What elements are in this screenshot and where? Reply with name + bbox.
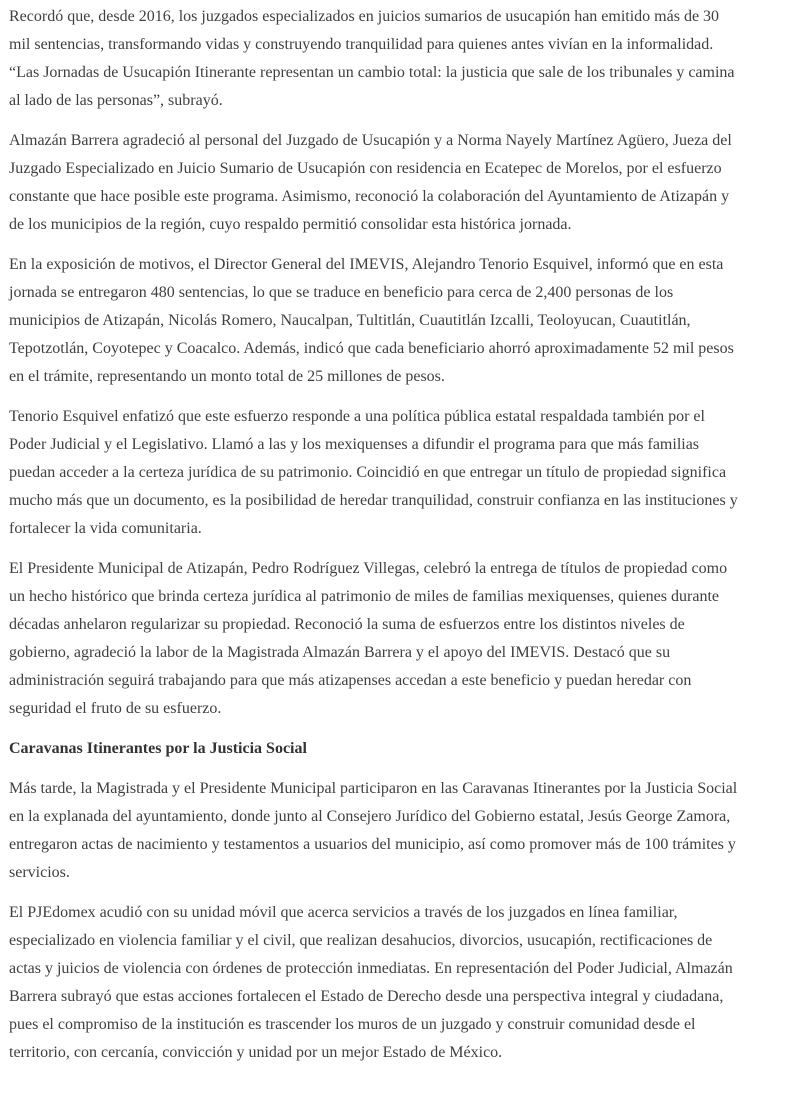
paragraph-exposicion-motivos: En la exposición de motivos, el Director General del IMEVIS, Alejandro Tenorio Esquivel, informó que en esta jornada se entregaron 480 sentencias, lo que se traduce en beneficio para cerca de 2,400 personas de los municipios de Atizapán, Nicolás Romero, Naucalpan, Tultitlán, Cuautitlán Izcalli, Teoloyucan, Cuautitlán, Tepotzotlán, Coyotepec y Coacalco. Además, indicó que cada beneficiario ahorró aproximadamente 52 mil pesos en el trámite, representando un monto total de 25 millones de pesos. [9, 256, 734, 385]
paragraph-pjedomex: El PJEdomex acudió con su unidad móvil que acerca servicios a través de los juzgados en línea familiar, especializado en violencia familiar y el civil, que realizan desahucios, divorcios, usucapión, rectificaciones de actas y juicios de violencia con órdenes de protección inmediatas. En representación del Poder Judicial, Almazán Barrera subrayó que estas acciones fortalecen el Estado de Derecho desde una perspectiva integral y ciudadana, pues el compromiso de la institución es trascender los muros de un juzgado y construir comunidad desde el territorio, con cercanía, convicción y unidad por un mejor Estado de México. [9, 904, 733, 1061]
section-heading-caravanas: Caravanas Itinerantes por la Justicia Social [9, 740, 307, 757]
paragraph-agradecimientos: Almazán Barrera agradeció al personal del Juzgado de Usucapión y a Norma Nayely Martínez Agüero, Jueza del Juzgado Especializado en Juicio Sumario de Usucapión con residencia en Ecatepec de Morelos, por el esfuerzo constante que hace posible este programa. Asimismo, reconoció la colaboración del Ayuntamiento de Atizapán y de los municipios de la región, cuyo respaldo permitió consolidar esta histórica jornada. [9, 132, 732, 233]
paragraph-caravanas: Más tarde, la Magistrada y el Presidente Municipal participaron en las Caravanas Itinerantes por la Justicia Social en la explanada del ayuntamiento, donde junto al Consejero Jurídico del Gobierno estatal, Jesús George Zamora, entregaron actas de nacimiento y testamentos a usuarios del municipio, así como promover más de 100 trámites y servicios. [9, 780, 738, 881]
paragraph-politica-publica: Tenorio Esquivel enfatizó que este esfuerzo responde a una política pública estatal respaldada también por el Poder Judicial y el Legislativo. Llamó a las y los mexiquenses a difundir el programa para que más familias puedan acceder a la certeza jurídica de su patrimonio. Coincidió en que entregar un título de propiedad significa mucho más que un documento, es la posibilidad de heredar tranquilidad, construir confianza en las instituciones y fortalecer la vida comunitaria. [9, 408, 738, 537]
paragraph-presidente-municipal: El Presidente Municipal de Atizapán, Pedro Rodríguez Villegas, celebró la entrega de títulos de propiedad como un hecho histórico que brinda certeza jurídica al patrimonio de miles de familias mexiquenses, quienes durante décadas anhelaron regularizar su propiedad. Reconoció la suma de esfuerzos entre los distintos niveles de gobierno, agradeció la labor de la Magistrada Almazán Barrera y el apoyo del IMEVIS. Destacó que su administración seguirá trabajando para que más atizapenses accedan a este beneficio y puedan heredar con seguridad el fruto de su esfuerzo. [9, 560, 728, 717]
paragraph-sentencias-emitidas: Recordó que, desde 2016, los juzgados especializados en juicios sumarios de usucapión han emitido más de 30 mil sentencias, transformando vidas y construyendo tranquilidad para quienes antes vivían en la informalidad. “Las Jornadas de Usucapión Itinerante representan un cambio total: la justicia que sale de los tribunales y camina al lado de las personas”, subrayó. [9, 8, 735, 109]
article-body [9, 3, 738, 1067]
